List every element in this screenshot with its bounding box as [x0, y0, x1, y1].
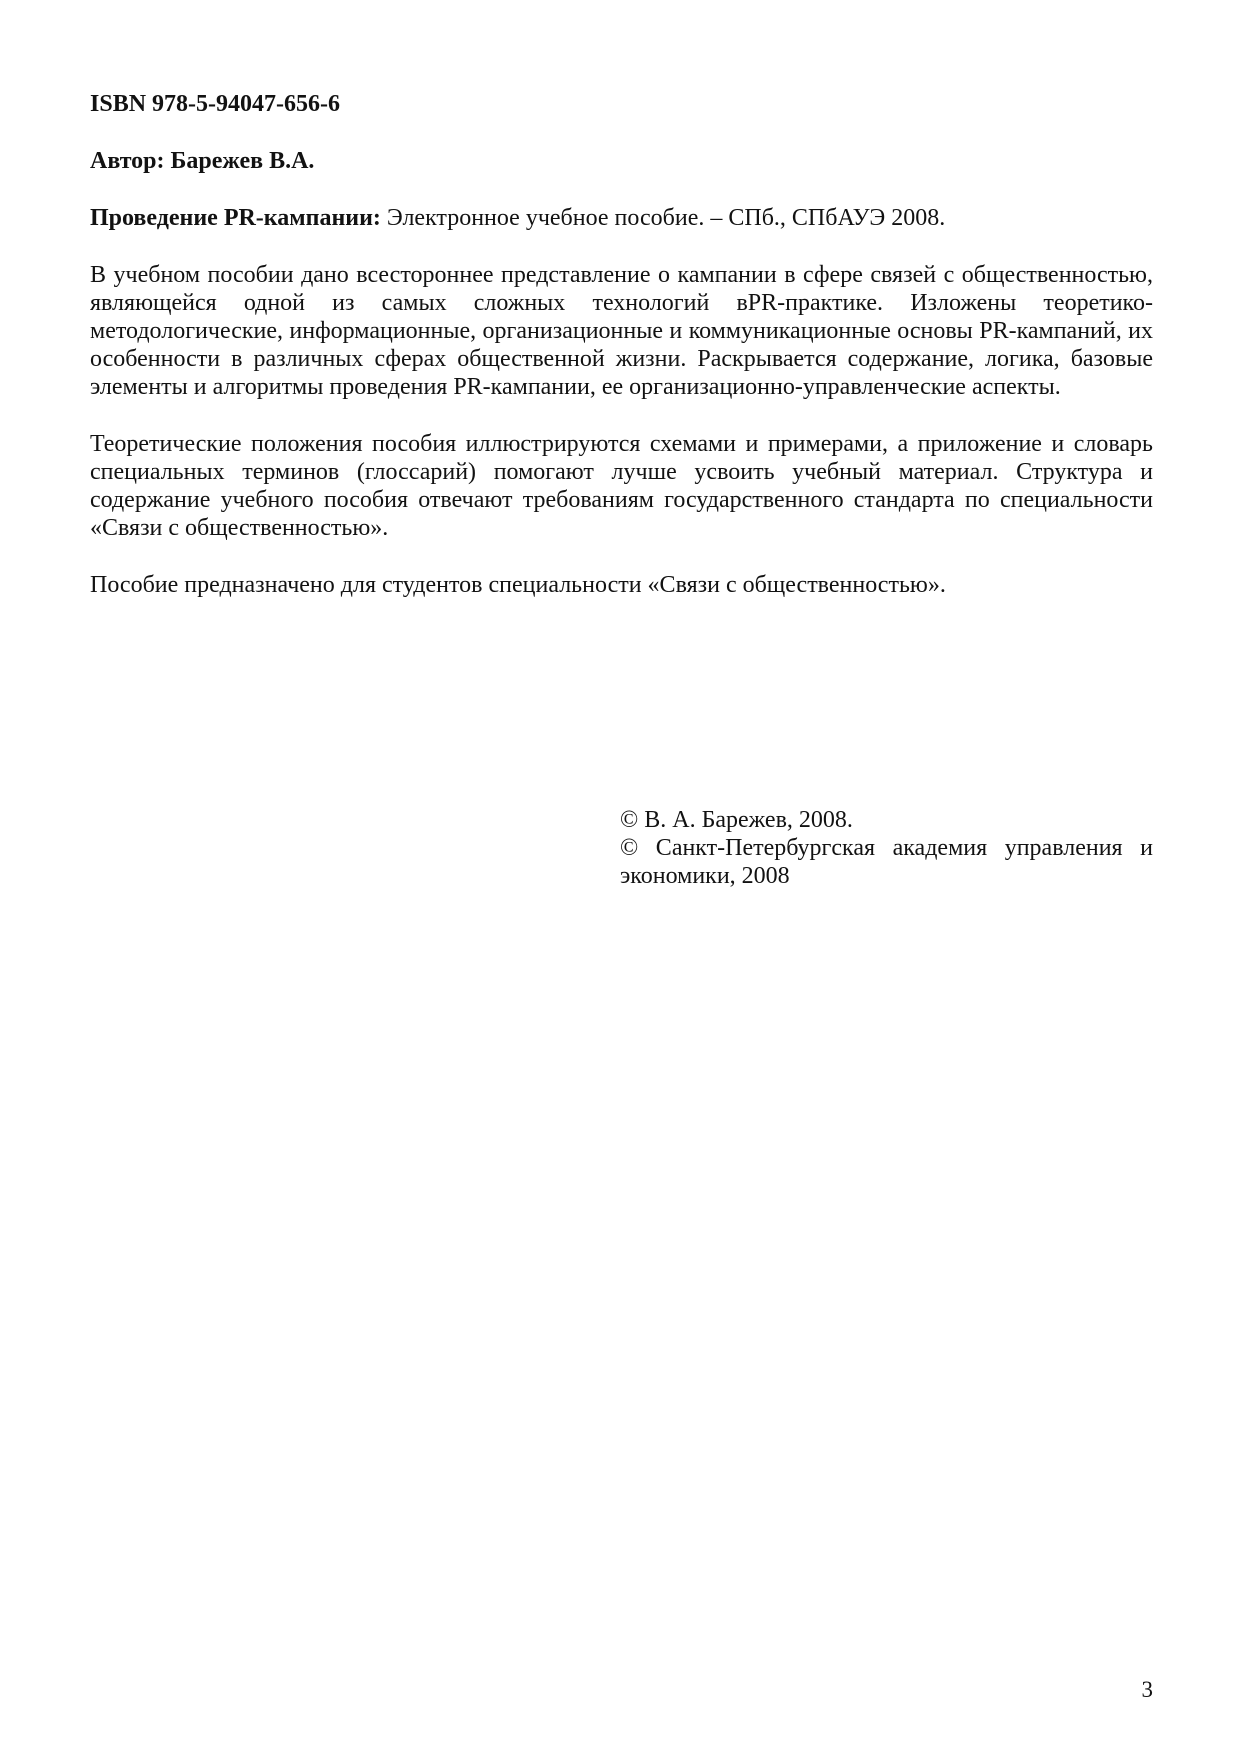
title-bold-part: Проведение PR-кампании: — [90, 205, 381, 231]
page-footer — [90, 1676, 1153, 1704]
copyright-academy-line: © Санкт-Петербургская академия управления и экономики, 2008 — [620, 835, 1153, 889]
title-line — [90, 204, 1153, 232]
copyright-author-line: © В. А. Барежев, 2008. — [620, 807, 853, 833]
page-number: 3 — [1141, 1677, 1153, 1702]
abstract-paragraph-1: В учебном пособии дано всестороннее представление о кампании в сфере связей с общественностью, являющейся одной из самых сложных технологий вPR-практике. Изложены теоретико-методологические, информационные, организационные и коммуникационные основы PR-кампаний, их особенности в различных сферах общественной жизни. Раскрывается содержание, логика, базовые элементы и алгоритмы проведения PR-кампании, ее организационно-управленческие аспекты. — [90, 262, 1153, 400]
audience-paragraph: Пособие предназначено для студентов специальности «Связи с общественностью». — [90, 572, 946, 598]
isbn-line: ISBN 978-5-94047-656-6 — [90, 91, 340, 117]
copyright-block — [620, 806, 1153, 890]
title-regular-part: Электронное учебное пособие. – СПб., СПбАУЭ 2008. — [380, 205, 946, 231]
abstract-paragraph-2: Теоретические положения пособия иллюстрируются схемами и примерами, а приложение и словарь специальных терминов (глоссарий) помогают лучше усвоить учебный материал. Структура и содержание учебного пособия отвечают требованиям государственного стандарта по специальности «Связи с общественностью». — [90, 431, 1153, 541]
author-line: Автор: Барежев В.А. — [90, 148, 315, 174]
